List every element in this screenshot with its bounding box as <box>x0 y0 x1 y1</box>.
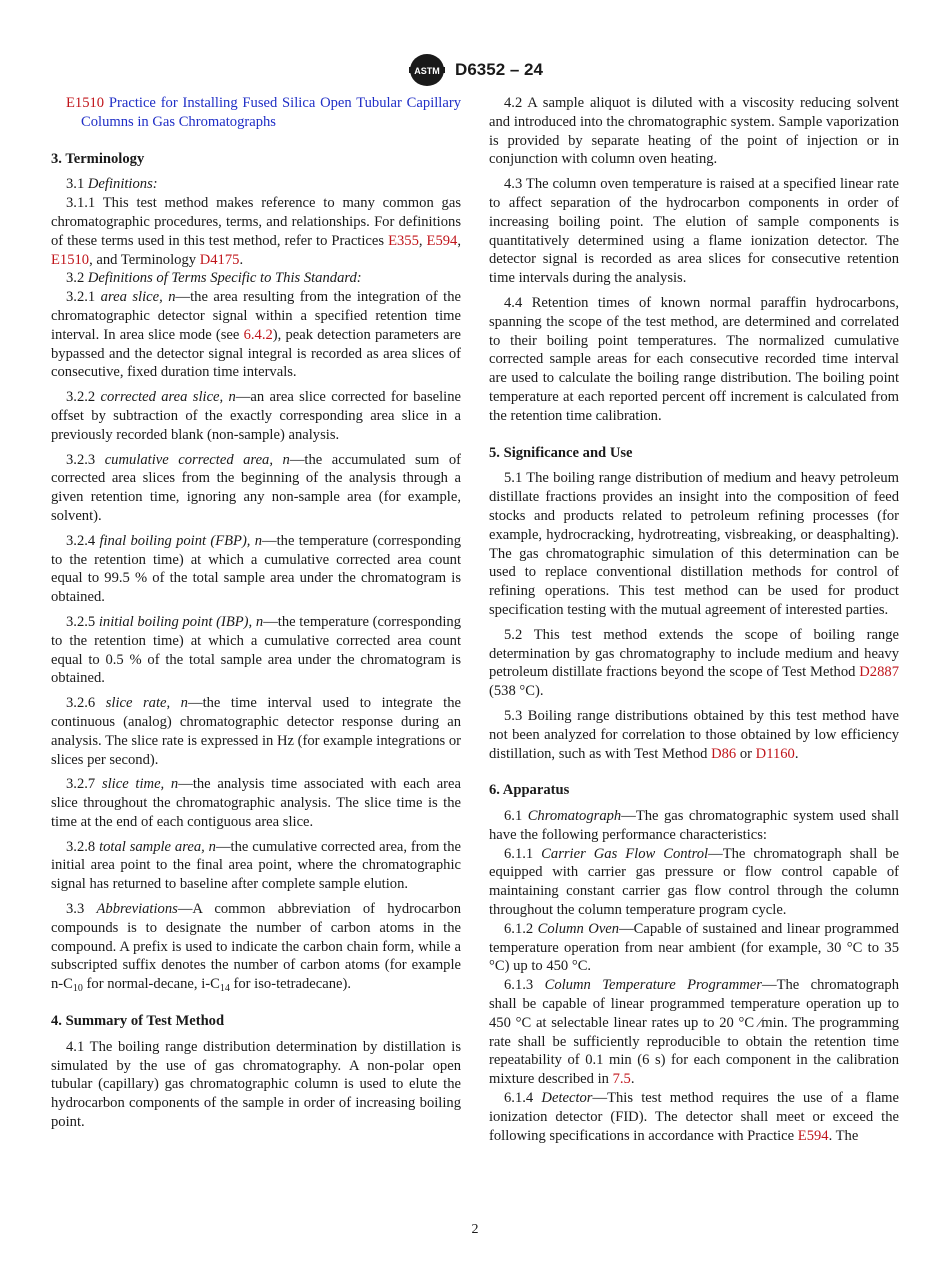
para-4-1: 4.1 The boiling range distribution determination by distillation is simulated by the use of gas chromatography. A non-polar open tubular (capillary) gas chromatographic column is used to elute the hydrocarbon components of the sample in order of increasing boiling point. <box>51 1038 461 1131</box>
right-column <box>489 94 899 1145</box>
section-3-heading: 3. Terminology <box>51 150 145 167</box>
link-7-5[interactable]: 7.5 <box>612 1071 631 1088</box>
para-3-1: 3.1 Definitions: <box>66 176 158 193</box>
page-number: 2 <box>471 1222 479 1237</box>
page-header <box>0 52 950 88</box>
astm-logo-icon <box>407 52 447 88</box>
para-4-4: 4.4 Retention times of known normal paraffin hydrocarbons, spanning the scope of the test method, are determined and correlated to their boiling point temperatures. The normalized cumulative corrected sample areas for each consecutive recorded time interval are used to calculate the boiling range distribution. The boiling point temperature at each reported percent off increment is calculated from the retention time calibration. <box>489 294 899 424</box>
para-3-2-3: 3.2.3 cumulative corrected area, n—the accumulated sum of corrected area slices from the beginning of the analysis through a given retention time, ignoring any non-sample area (for example, solvent). <box>51 451 462 524</box>
para-6-1: 6.1 Chromatograph—The gas chromatographic system used shall have the following performance characteristics: <box>489 808 899 843</box>
para-6-1-1: 6.1.1 Carrier Gas Flow Control—The chromatograph shall be equipped with carrier gas pressure or flow control capable of maintaining constant carrier gas flow control through the column throughout the column temperature program cycle. <box>489 845 900 919</box>
para-3-1-1: 3.1.1 This test method makes reference to many common gas chromatographic procedures, terms, and relationships. For definitions of these terms used in this test method, refer to Practices E355, E594, E1510, and Terminology D4175. <box>51 195 461 268</box>
para-3-2-5: 3.2.5 initial boiling point (IBP), n—the temperature (corresponding to the retention time) at which a cumulative corrected area count equal to 0.5 % of the total sample area under the chromatogram is obtained. <box>51 613 462 687</box>
para-3-2-7: 3.2.7 slice time, n—the analysis time associated with each area slice throughout the chromatographic analysis. The slice time is the time at the end of each contiguous area slice. <box>51 776 461 830</box>
para-6-1-2: 6.1.2 Column Oven—Capable of sustained and linear programmed temperature operation from near ambient (for example, 30 °C to 35 °C) up to 450 °C. <box>489 920 899 975</box>
para-4-2: 4.2 A sample aliquot is diluted with a viscosity reducing solvent and introduced into the chromatographic system. Sample vaporization is provided by separate heating of the point of injection or in conjunction with column oven heating. <box>489 95 899 168</box>
para-4-3: 4.3 The column oven temperature is raised at a specified linear rate to affect separation of the hydrocarbon components in order of increasing boiling point. The elution of sample components is quantitatively determined using a flame ionization detector. The detector signal is recorded as area slices for consecutive retention time intervals during the analysis. <box>489 176 899 287</box>
link-d1160[interactable]: D1160 <box>755 745 795 762</box>
para-5-3: 5.3 Boiling range distributions obtained by this test method have not been analyzed for correlation to those obtained by low efficiency distillation, such as with Test Method D86 or D1160. <box>489 707 899 762</box>
link-e594-detector[interactable]: E594 <box>797 1127 829 1144</box>
para-3-2-8: 3.2.8 total sample area, n—the cumulative corrected area, from the initial area point to the final area point, where the chromatographic signal has returned to baseline after complete sample elution. <box>51 838 461 893</box>
para-6-1-3: 6.1.3 Column Temperature Programmer—The chromatograph shall be capable of linear programmed temperature operation up to 450 °C at selectable linear rates up to 20 °C ⁄min. The programming rate shall be sufficiently reproducible to obtain the retention time repeatability of 0.1 min (6 s) for each component in the calibration mixture described in 7.5. <box>489 977 899 1088</box>
link-e355[interactable]: E355 <box>388 232 419 249</box>
section-6-heading: 6. Apparatus <box>489 782 570 799</box>
para-5-2: 5.2 This test method extends the scope of boiling range determination by gas chromatography to include medium and heavy petroleum distillate fractions beyond the scope of Test Method D2887 (538 °C). <box>489 626 899 700</box>
para-3-3: 3.3 Abbreviations—A common abbreviation of hydrocarbon compounds is to designate the number of carbon atoms in the compound. A prefix is used to indicate the carbon chain form, while a subscripted suffix denotes the number of carbon atoms (for example $n-C_{10}$ for normal-decane, $i-C_{14}$ for iso-tetradecane). <box>51 901 462 995</box>
link-d86[interactable]: D86 <box>711 745 737 762</box>
standard-designation: D6352 – 24 <box>455 60 543 79</box>
reference-e1510: E1510 Practice for Installing Fused Silica Open Tubular Capillary Columns in Gas Chromatographs <box>66 95 461 130</box>
link-d2887[interactable]: D2887 <box>859 664 899 681</box>
link-e1510-inline[interactable]: E1510 <box>51 251 90 268</box>
para-3-2-2: 3.2.2 corrected area slice, n—an area slice corrected for baseline offset by subtraction of the exactly corresponding area slice in a previously recorded blank (non-sample) analysis. <box>51 389 461 443</box>
section-5-heading: 5. Significance and Use <box>489 444 633 461</box>
para-3-2-1: 3.2.1 area slice, n—the area resulting from the integration of the chromatographic detector signal within a specified retention time interval. In area slice mode (see 6.4.2), peak detection parameters are bypassed and the detector signal integral is recorded as area slices of consecutive, fixed duration time intervals. <box>51 289 461 381</box>
para-5-1: 5.1 The boiling range distribution of medium and heavy petroleum distillate fractions provides an insight into the composition of feed stocks and products related to petroleum refining processes (for example, hydrocracking, hydrotreating, visbreaking, or deasphalting). The gas chromatographic simulation of this determination can be used to replace conventional distillation methods for control of refining operations. This test method can be used for product specification testing with the mutual agreement of interested parties. <box>489 470 899 618</box>
para-6-1-4: 6.1.4 Detector—This test method requires the use of a flame ionization detector (FID). The detector shall meet or exceed the following specifications in accordance with Practice E594. The <box>489 1090 900 1144</box>
section-4-heading: 4. Summary of Test Method <box>51 1013 225 1030</box>
link-e594[interactable]: E594 <box>426 232 458 249</box>
left-column <box>51 94 461 1132</box>
para-3-2-6: 3.2.6 slice rate, n—the time interval used to integrate the continuous (analog) chromatographic detector response during an analysis. The slice rate is expressed in Hz (for example integrations or slices per second). <box>51 695 462 768</box>
link-e1510[interactable]: E1510 <box>66 95 105 111</box>
svg-text:ASTM: ASTM <box>414 66 440 76</box>
link-d4175[interactable]: D4175 <box>199 251 240 268</box>
link-6-4-2[interactable]: 6.4.2 <box>243 326 273 343</box>
para-3-2: 3.2 Definitions of Terms Specific to This Standard: <box>66 270 362 287</box>
para-3-2-4: 3.2.4 final boiling point (FBP), n—the temperature (corresponding to the retention time) at which a cumulative corrected area count equal to 99.5 % of the total sample area under the chromatogram is obtained. <box>51 532 461 606</box>
